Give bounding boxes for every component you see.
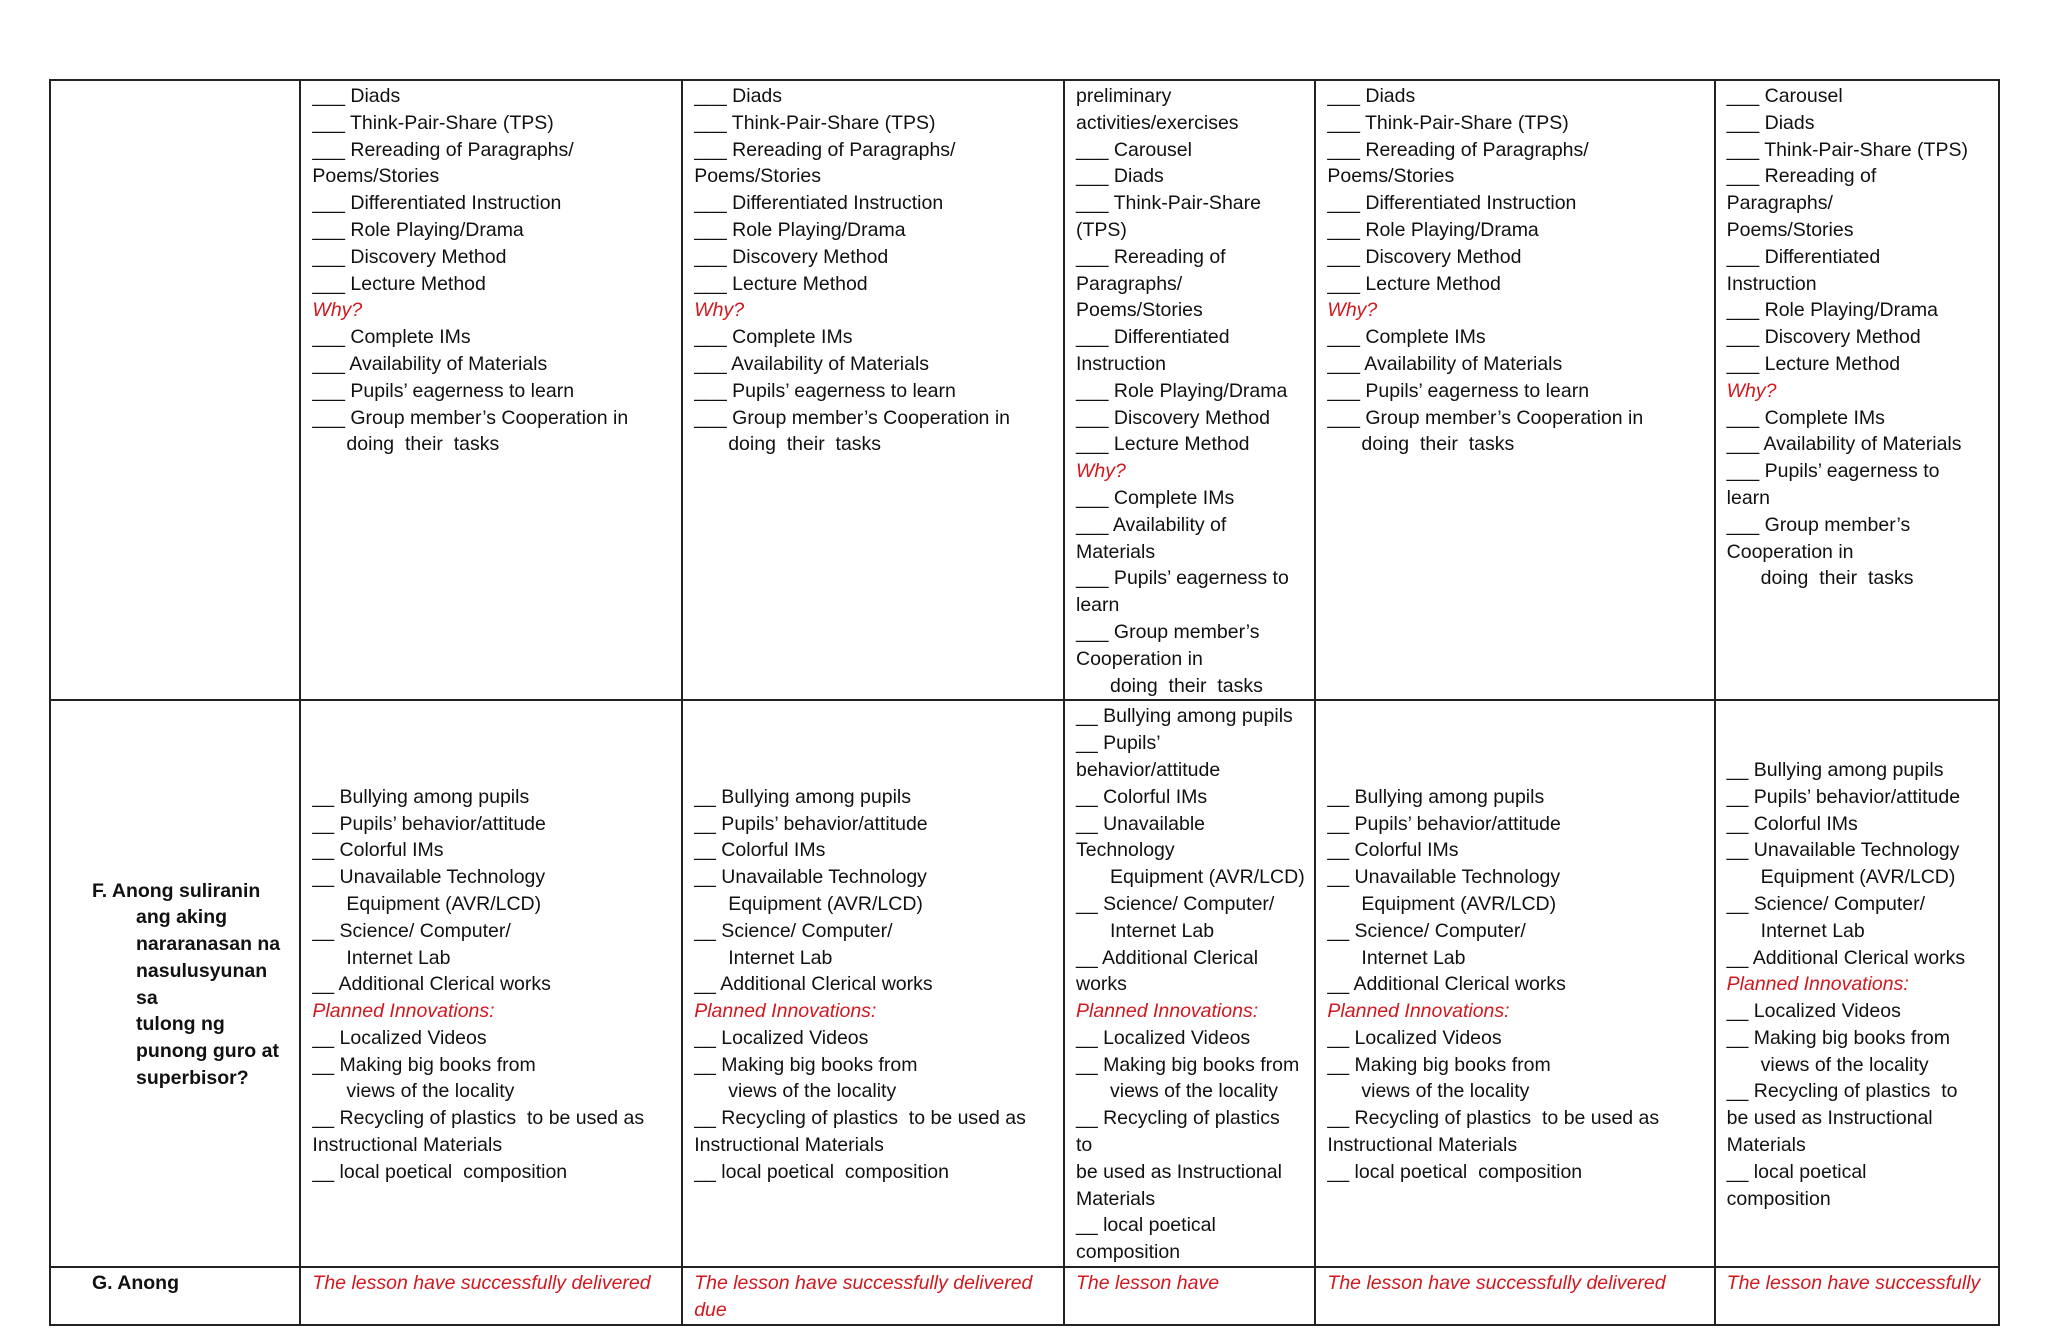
section-heading-line: Planned Innovations: [1075,1000,1259,1023]
checklist-line: Poems/Stories [694,165,822,188]
checklist-line: ___ Role Playing/Drama [694,218,906,241]
checklist-line: __ Localized Videos [1075,1026,1251,1049]
checklist-line: __ Colorful IMs [1726,812,1858,835]
checklist-line: Cooperation in [1726,540,1854,563]
row-g-col-2-cell [682,1267,1064,1325]
row-e-col-1-cell [300,80,682,700]
checklist-line: ___ Discovery Method [1327,245,1522,268]
checklist-line: __ Pupils’ behavior/attitude [694,812,928,835]
checklist-line: ___ Pupils’ eagerness to learn [312,379,575,402]
checklist-line: ___ Role Playing/Drama [1075,379,1288,402]
row-f-label-cell [50,700,300,1267]
checklist-line: __ Making big books from [1327,1053,1551,1076]
checklist-line: ___ Lecture Method [694,272,868,295]
checklist-line: __ local poetical composition [312,1160,568,1183]
checklist-line: __ Science/ Computer/ [312,919,511,942]
checklist-line: __ Science/ Computer/ [1075,892,1275,915]
checklist-line: ___ Group member’s [1726,513,1911,536]
section-heading-line: Why? [694,299,745,322]
checklist-line: __ Making big books from [1726,1026,1950,1049]
checklist-line: ___ Availability of Materials [1327,352,1563,375]
section-heading-line: Why? [1327,299,1378,322]
table-row-f [50,700,1999,1267]
row-g-col-4-cell [1315,1267,1714,1325]
checklist-line: __ Unavailable [1075,812,1205,835]
checklist-line: ___ Discovery Method [1075,406,1270,429]
row-label-line: tulong ng [136,1013,225,1036]
checklist-line: ___ Lecture Method [1726,352,1901,375]
row-g-col-3-cell [1064,1267,1315,1325]
lesson-reflection-table [49,79,2000,1326]
checklist-line: __ Bullying among pupils [694,785,912,808]
checklist-line: ___ Group member’s Cooperation in [694,406,1010,429]
checklist-line: ___ Rereading of Paragraphs/ [694,138,956,161]
checklist-line: ___ Carousel [1075,138,1192,161]
checklist-line: doing their tasks [1109,674,1263,697]
row-e-col-5-cell [1715,80,1999,700]
checklist-line: ___ Carousel [1726,85,1843,107]
checklist-line: ___ Role Playing/Drama [1327,218,1539,241]
checklist-line: __ Making big books from [312,1053,536,1076]
row-e-col-2-cell [682,80,1064,700]
checklist-line: composition [1726,1187,1831,1210]
checklist-line: ___ Group member’s Cooperation in [312,406,629,429]
checklist-line: ___ Availability of Materials [1726,433,1962,456]
checklist-line: ___ Availability of [1075,513,1227,536]
checklist-line: be used as Instructional [1726,1107,1933,1130]
checklist-line: ___ Group member’s Cooperation in [1327,406,1644,429]
checklist-line: __ Bullying among pupils [1075,705,1293,728]
checklist-line: ___ Role Playing/Drama [1726,299,1939,322]
checklist-line: __ Unavailable Technology [1327,866,1561,889]
checklist-line: ___ Think-Pair-Share (TPS) [1726,138,1968,161]
checklist-line: __ Science/ Computer/ [1726,892,1926,915]
checklist-line: ___ Differentiated Instruction [1327,192,1577,215]
checklist-line: ___ Differentiated Instruction [312,192,562,215]
row-label-line: G. Anong [92,1272,180,1295]
checklist-line: __ Colorful IMs [1327,839,1459,862]
checklist-line: ___ Diads [694,85,783,107]
checklist-line: ___ Complete IMs [694,326,853,349]
checklist-line: Paragraphs/ [1726,192,1833,215]
checklist-line: Cooperation in [1075,647,1203,670]
checklist-line: __ Pupils’ behavior/attitude [1726,785,1961,808]
table-row-e [50,80,1999,700]
checklist-line: Materials [1075,540,1156,563]
checklist-line: doing their tasks [1361,433,1515,456]
checklist-line: ___ Discovery Method [1726,326,1921,349]
checklist-line: ___ Diads [1726,111,1815,134]
checklist-line: __ Recycling of plastics to be used as [694,1107,1026,1130]
checklist-line: ___ Rereading of [1075,245,1226,268]
row-f-col-3-cell [1064,700,1315,1267]
row-label-line: superbisor? [136,1067,249,1090]
row-label-line: nararanasan na [136,933,281,956]
checklist-line: Materials [1075,1187,1156,1210]
checklist-line: Instruction [1075,352,1166,375]
checklist-line: __ Localized Videos [694,1026,869,1049]
checklist-line: ___ Differentiated [1726,245,1881,268]
section-heading-line: Planned Innovations: [1327,1000,1510,1023]
row-e-col-3-cell [1064,80,1315,700]
checklist-line: __ Additional Clerical [1075,946,1259,969]
checklist-line: Poems/Stories [1075,299,1203,322]
checklist-line: Equipment (AVR/LCD) [1361,892,1557,915]
row-label-line: ang aking [136,906,228,929]
checklist-line: ___ Rereading of Paragraphs/ [1327,138,1589,161]
checklist-line: Paragraphs/ [1075,272,1183,295]
row-f-col-2-cell [682,700,1064,1267]
checklist-line: ___ Pupils’ eagerness to [1726,460,1940,483]
checklist-line: Internet Lab [728,946,833,969]
checklist-line: Instruction [1726,272,1817,295]
checklist-line: __ Unavailable Technology [1726,839,1960,862]
checklist-line: __ Pupils’ behavior/attitude [312,812,546,835]
checklist-line: ___ Think-Pair-Share (TPS) [694,111,936,134]
row-label-line: nasulusyunan sa [136,959,273,1009]
section-heading-line: Why? [312,299,363,322]
section-heading-line: The lesson have [1075,1272,1220,1295]
checklist-line: Equipment (AVR/LCD) [346,892,542,915]
checklist-line: __ Unavailable Technology [312,866,546,889]
checklist-line: ___ Complete IMs [312,326,471,349]
checklist-line: Poems/Stories [312,165,440,188]
checklist-line: __ Recycling of plastics to [1075,1107,1291,1157]
row-e-col-4-cell [1315,80,1714,700]
checklist-line: ___ Discovery Method [694,245,889,268]
checklist-line: ___ Differentiated Instruction [694,192,944,215]
section-heading-line: Why? [1726,379,1777,402]
checklist-line: ___ Discovery Method [312,245,507,268]
checklist-line: __ Recycling of plastics to be used as [1327,1107,1660,1130]
checklist-line: views of the locality [1760,1053,1929,1076]
checklist-line: ___ Complete IMs [1726,406,1885,429]
checklist-line: composition [1075,1241,1181,1264]
checklist-line: doing their tasks [728,433,882,456]
section-heading-line: Planned Innovations: [1726,973,1909,996]
checklist-line: __ Localized Videos [1327,1026,1502,1049]
row-label-line: F. Anong suliranin [92,879,261,902]
checklist-line: ___ Think-Pair-Share [1075,192,1261,215]
checklist-line: __ local poetical [1726,1160,1867,1183]
checklist-line: __ Pupils’ behavior/attitude [1327,812,1561,835]
checklist-line: ___ Group member’s [1075,620,1260,643]
checklist-line: __ Colorful IMs [1075,785,1208,808]
section-heading-line: The lesson have successfully delivered [312,1272,651,1295]
checklist-line: views of the locality [728,1080,897,1103]
checklist-line: Instructional Materials [1327,1134,1518,1157]
checklist-line: __ Additional Clerical works [694,973,933,996]
checklist-line: doing their tasks [346,433,500,456]
checklist-line: __ Bullying among pupils [1327,785,1545,808]
section-heading-line: Planned Innovations: [694,1000,877,1023]
checklist-line: __ Recycling of plastics to [1726,1080,1958,1103]
checklist-line: learn [1075,594,1120,617]
checklist-line: Internet Lab [1109,919,1215,942]
checklist-line: __ Unavailable Technology [694,866,927,889]
checklist-line: ___ Availability of Materials [312,352,548,375]
checklist-line: doing their tasks [1760,567,1914,590]
checklist-line: __ Localized Videos [1726,1000,1901,1023]
checklist-line: Equipment (AVR/LCD) [1109,866,1305,889]
checklist-line: Technology [1075,839,1175,862]
checklist-line: __ Bullying among pupils [1726,758,1944,781]
row-e-label-cell [50,80,300,700]
checklist-line: __ Bullying among pupils [312,785,530,808]
checklist-line: views of the locality [1109,1080,1278,1103]
checklist-line: __ Pupils’ [1075,732,1161,755]
checklist-line: __ Science/ Computer/ [694,919,893,942]
checklist-line: ___ Complete IMs [1327,326,1486,349]
checklist-line: __ Colorful IMs [312,839,444,862]
checklist-line: Instructional Materials [312,1134,503,1157]
checklist-line: ___ Think-Pair-Share (TPS) [312,111,554,134]
checklist-line: views of the locality [346,1080,515,1103]
checklist-line: ___ Pupils’ eagerness to [1075,567,1289,590]
section-heading-line: The lesson have successfully delivered due [694,1272,1038,1321]
checklist-line: ___ Diads [312,85,401,107]
checklist-line: works [1075,973,1127,996]
row-f-col-5-cell [1715,700,1999,1267]
checklist-line: Poems/Stories [1327,165,1455,188]
section-heading-line: Planned Innovations: [312,1000,495,1023]
checklist-line: (TPS) [1075,218,1127,241]
checklist-line: Internet Lab [346,946,451,969]
checklist-line: preliminary [1075,85,1172,107]
checklist-line: Materials [1726,1134,1806,1157]
checklist-line: __ Recycling of plastics to be used as [312,1107,645,1130]
checklist-line: learn [1726,486,1771,509]
checklist-line: ___ Think-Pair-Share (TPS) [1327,111,1569,134]
checklist-line: ___ Lecture Method [1075,433,1250,456]
row-label-line: punong guro at [136,1040,279,1063]
checklist-line: ___ Pupils’ eagerness to learn [694,379,956,402]
checklist-line: ___ Role Playing/Drama [312,218,524,241]
checklist-line: __ Additional Clerical works [312,973,551,996]
section-heading-line: The lesson have successfully delivered [1327,1272,1666,1295]
checklist-line: __ Additional Clerical works [1726,946,1966,969]
row-f-col-4-cell [1315,700,1714,1267]
checklist-line: __ Making big books from [694,1053,918,1076]
checklist-line: ___ Diads [1075,165,1164,188]
checklist-line: behavior/attitude [1075,758,1221,781]
checklist-line: Instructional Materials [694,1134,884,1157]
section-heading-line: The lesson have successfully [1726,1272,1981,1295]
checklist-line: __ Making big books from [1075,1053,1300,1076]
row-g-col-1-cell [300,1267,682,1325]
checklist-line: ___ Lecture Method [1327,272,1501,295]
row-g-label-cell [50,1267,300,1325]
checklist-line: ___ Pupils’ eagerness to learn [1327,379,1590,402]
checklist-line: __ Localized Videos [312,1026,487,1049]
checklist-line: ___ Rereading of [1726,165,1877,188]
checklist-line: views of the locality [1361,1080,1530,1103]
checklist-line: be used as Instructional [1075,1160,1282,1183]
checklist-line: Internet Lab [1760,919,1865,942]
checklist-line: ___ Lecture Method [312,272,486,295]
checklist-line: ___ Rereading of Paragraphs/ [312,138,574,161]
section-heading-line: Why? [1075,460,1126,483]
checklist-line: activities/exercises [1075,111,1239,134]
checklist-line: ___ Complete IMs [1075,486,1235,509]
table-row-g [50,1267,1999,1325]
checklist-line: Equipment (AVR/LCD) [1760,866,1956,889]
checklist-line: Poems/Stories [1726,218,1854,241]
checklist-line: __ Additional Clerical works [1327,973,1566,996]
row-g-col-5-cell [1715,1267,1999,1325]
checklist-line: __ Science/ Computer/ [1327,919,1526,942]
checklist-line: ___ Differentiated [1075,326,1230,349]
row-f-col-1-cell [300,700,682,1267]
checklist-line: Internet Lab [1361,946,1466,969]
checklist-line: __ local poetical composition [1327,1160,1583,1183]
checklist-line: ___ Availability of Materials [694,352,930,375]
checklist-line: Equipment (AVR/LCD) [728,892,923,915]
checklist-line: __ local poetical [1075,1214,1216,1237]
checklist-line: __ Colorful IMs [694,839,826,862]
checklist-line: ___ Diads [1327,85,1416,107]
checklist-line: __ local poetical composition [694,1160,949,1183]
